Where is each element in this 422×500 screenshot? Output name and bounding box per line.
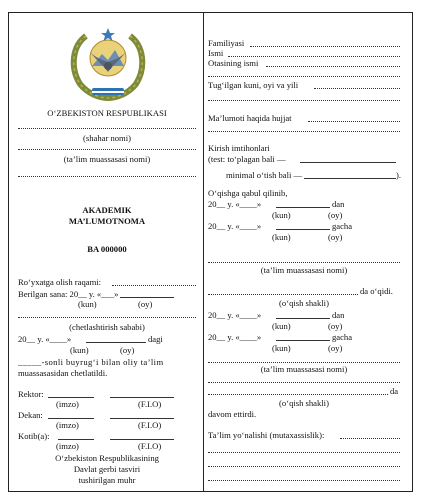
extra-line-3[interactable] xyxy=(208,382,400,383)
min-ball-close: ). xyxy=(396,170,402,180)
day-hint-r3: (kun) xyxy=(272,321,291,331)
dagi-label: dagi xyxy=(148,334,163,344)
admitted-from-month[interactable] xyxy=(276,207,330,208)
exams-score-label: (test: to‘plagan bali — xyxy=(208,154,286,164)
name-label: Ismi xyxy=(208,48,224,58)
month-hint-r4: (oy) xyxy=(328,343,343,353)
prev-doc-label: Ma’lumoti haqida hujjat xyxy=(208,113,292,123)
day-hint-2: (kun) xyxy=(70,345,89,355)
patronymic-label: Otasining ismi xyxy=(208,58,259,68)
specialty-line-3[interactable] xyxy=(208,466,400,467)
day-hint-r1: (kun) xyxy=(272,210,291,220)
min-ball-label: minimal o‘tish bali — xyxy=(226,170,303,180)
name-field[interactable] xyxy=(228,56,400,57)
specialty-line-2[interactable] xyxy=(208,452,400,453)
exams-label: Kirish imtihonlari xyxy=(208,143,270,153)
rector-label: Rektor: xyxy=(18,389,44,399)
extra-line-2[interactable] xyxy=(208,100,400,101)
issued-date-label: Berilgan sana: 20__ y. «___» xyxy=(18,289,119,299)
expel-month-field[interactable] xyxy=(86,342,146,343)
study-form-hint-1: (o‘qish shakli) xyxy=(279,298,329,308)
dan-label-2: dan xyxy=(332,310,345,320)
gacha-label: gacha xyxy=(332,221,353,231)
admitted-date-from: 20__ y. «____» xyxy=(208,199,262,209)
doc-title-2: MA’LUMOTNOMA xyxy=(68,216,146,226)
exams-score-field[interactable] xyxy=(300,162,396,163)
prev-doc-line-2[interactable] xyxy=(208,131,400,132)
rector-fio-hint: (F.I.O) xyxy=(138,399,162,409)
institution-line-r1[interactable] xyxy=(208,262,400,263)
da-label: da xyxy=(390,386,399,396)
admitted-label: O‘qishga qabul qilinib, xyxy=(208,188,288,198)
secretary-sign-hint: (imzo) xyxy=(56,441,79,451)
state-emblem-icon xyxy=(58,22,158,102)
seal-text-1: O‘zbekiston Respublikasining xyxy=(55,453,159,463)
admitted-date-to: 20__ y. «____» xyxy=(208,221,262,231)
period-date-to: 20__ y. «____» xyxy=(208,332,262,342)
birth-label: Tug‘ilgan kuni, oyi va yili xyxy=(208,80,299,90)
day-hint: (kun) xyxy=(78,299,97,309)
continued-label: davom ettirdi. xyxy=(208,409,257,419)
gacha-label-2: gacha xyxy=(332,332,353,342)
month-hint-r1: (oy) xyxy=(328,210,343,220)
secretary-label: Kotib(a): xyxy=(18,431,50,441)
surname-field[interactable] xyxy=(250,46,400,47)
country-title: O‘ZBEKISTON RESPUBLIKASI xyxy=(47,108,167,118)
seal-text-2: Davlat gerbi tasviri xyxy=(73,464,141,474)
specialty-line-4[interactable] xyxy=(208,480,400,481)
city-line[interactable] xyxy=(18,128,196,129)
prev-doc-field[interactable] xyxy=(308,121,400,122)
period-date-from: 20__ y. «____» xyxy=(208,310,262,320)
period-from-month[interactable] xyxy=(276,318,330,319)
patronymic-field[interactable] xyxy=(266,66,400,67)
order-text-2: muassasasidan chetlatildi. xyxy=(18,368,108,378)
secretary-sign-field[interactable] xyxy=(58,439,94,440)
expel-reason-line[interactable] xyxy=(18,317,196,318)
dan-label: dan xyxy=(332,199,345,209)
serial-number: BA 000000 xyxy=(87,244,127,254)
month-hint-2: (oy) xyxy=(120,345,135,355)
extra-line-1[interactable] xyxy=(208,76,400,77)
study-form-line-2[interactable] xyxy=(208,394,388,395)
institution-hint-r2: (ta’lim muassasasi nomi) xyxy=(260,364,348,374)
city-hint: (shahar nomi) xyxy=(83,133,131,143)
birth-field[interactable] xyxy=(314,88,400,89)
secretary-fio-field[interactable] xyxy=(110,439,174,440)
expel-date: 20__ y. «____» xyxy=(18,334,72,344)
dean-label: Dekan: xyxy=(18,410,43,420)
specialty-label: Ta’lim yo‘nalishi (mutaxassislik): xyxy=(208,430,325,440)
institution-hint: (ta’lim muassasasi nomi) xyxy=(63,154,151,164)
day-hint-r4: (kun) xyxy=(272,343,291,353)
specialty-field[interactable] xyxy=(340,438,400,439)
institution-line-r2[interactable] xyxy=(208,362,400,363)
institution-line[interactable] xyxy=(18,149,196,150)
month-hint: (oy) xyxy=(138,299,153,309)
dean-fio-hint: (F.I.O) xyxy=(138,420,162,430)
study-form-hint-2: (o‘qish shakli) xyxy=(279,398,329,408)
admitted-to-month[interactable] xyxy=(276,229,330,230)
reg-number-field[interactable] xyxy=(112,285,196,286)
da-oqidi-label: da o‘qidi. xyxy=(360,286,393,296)
rector-sign-field[interactable] xyxy=(48,397,94,398)
secretary-fio-hint: (F.I.O) xyxy=(138,441,162,451)
day-hint-r2: (kun) xyxy=(272,232,291,242)
rector-sign-hint: (imzo) xyxy=(56,399,79,409)
period-to-month[interactable] xyxy=(276,340,330,341)
seal-text-3: tushirilgan muhr xyxy=(78,475,136,485)
institution-line-2[interactable] xyxy=(18,176,196,177)
study-form-line-1[interactable] xyxy=(208,294,358,295)
month-hint-r2: (oy) xyxy=(328,232,343,242)
month-hint-r3: (oy) xyxy=(328,321,343,331)
institution-hint-r1: (ta’lim muassasasi nomi) xyxy=(260,265,348,275)
issued-month-field[interactable] xyxy=(120,297,174,298)
expel-reason-hint: (chetlashtirish sababi) xyxy=(69,322,145,332)
center-divider xyxy=(203,12,204,492)
reg-number-label: Ro‘yxatga olish raqami: xyxy=(18,277,102,287)
doc-title-1: AKADEMIK xyxy=(82,205,132,215)
dean-sign-field[interactable] xyxy=(48,418,94,419)
order-text: _____-sonli buyrug‘i bilan oliy ta’lim xyxy=(18,357,164,367)
dean-fio-field[interactable] xyxy=(110,418,174,419)
rector-fio-field[interactable] xyxy=(110,397,174,398)
dean-sign-hint: (imzo) xyxy=(56,420,79,430)
surname-label: Familiyasi xyxy=(208,38,245,48)
min-ball-field[interactable] xyxy=(304,178,396,179)
